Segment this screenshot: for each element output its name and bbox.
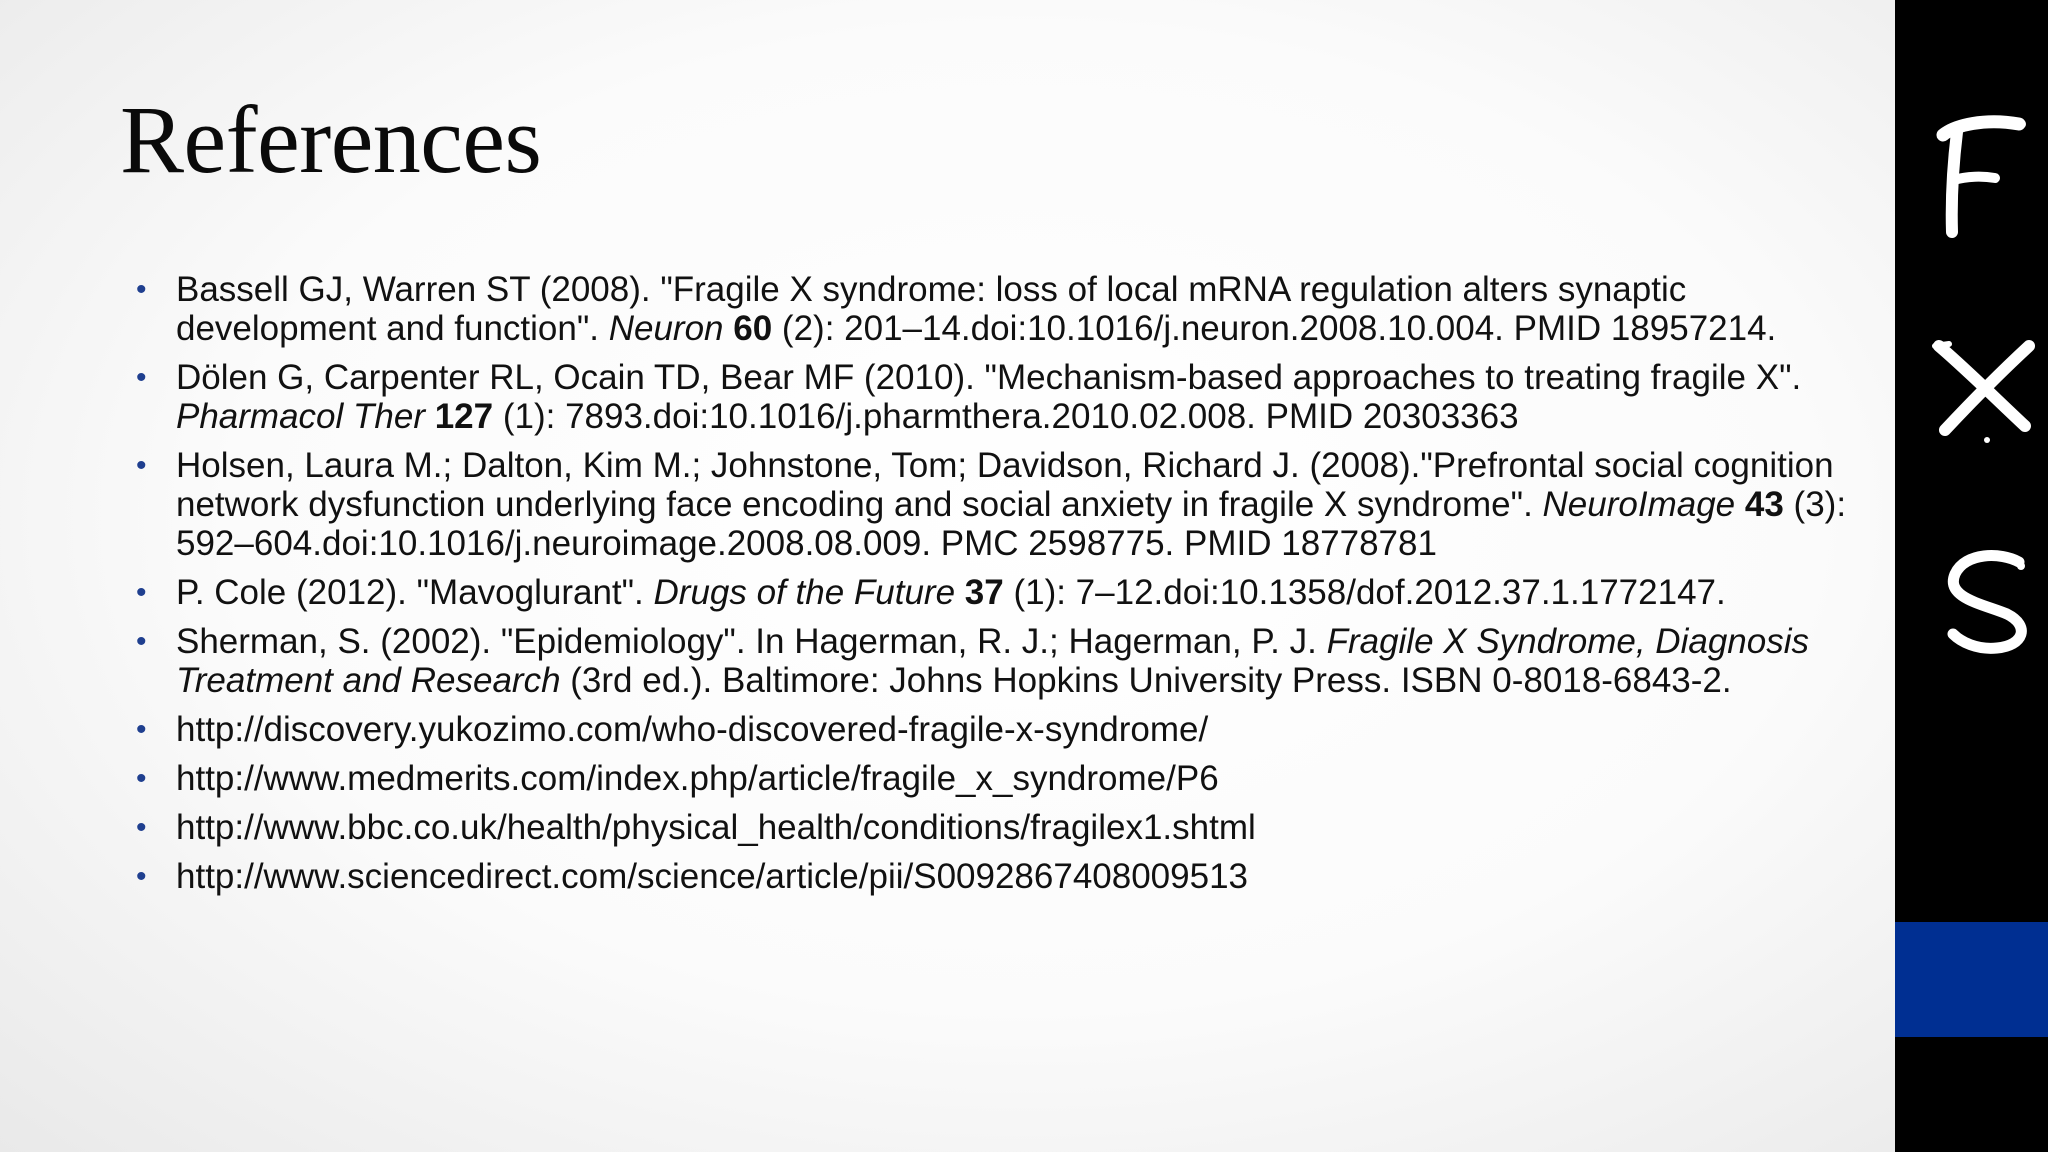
volume-number: 37: [964, 573, 1004, 612]
journal-name: Pharmacol Ther: [176, 397, 425, 436]
journal-name: Drugs of the Future: [653, 573, 956, 612]
reference-text: [955, 573, 965, 612]
reference-item: [136, 622, 1876, 700]
sidebar-panel: [1895, 0, 2048, 1152]
reference-url: http://www.sciencedirect.com/science/article/pii/S0092867408009513: [176, 857, 1249, 896]
reference-text: Holsen, Laura M.; Dalton, Kim M.; Johnstone, Tom; Davidson, Richard J. (2008)."Prefrontal social cognition network dysfunction underlying face encoding and social anxiety in fragile X syndrome".: [176, 446, 1834, 524]
reference-text: [724, 309, 734, 348]
reference-text: Bassell GJ, Warren ST (2008). "Fragile X syndrome: loss of local mRNA regulation alters synaptic development and function".: [176, 270, 1687, 348]
reference-text: (3rd ed.). Baltimore: Johns Hopkins University Press. ISBN 0-8018-6843-2.: [560, 661, 1732, 700]
bullet-icon: •: [136, 713, 147, 746]
letter-x-icon: [1935, 344, 2029, 443]
reference-text: Sherman, S. (2002). "Epidemiology". In Hagerman, R. J.; Hagerman, P. J.: [176, 622, 1327, 661]
reference-text: (3): 592–604.doi:10.1016/j.neuroimage.2008.08.009. PMC 2598775. PMID 18778781: [176, 485, 1847, 563]
blue-accent-band: [1895, 922, 2048, 1037]
bullet-icon: •: [136, 576, 147, 609]
reference-item: [136, 710, 1876, 749]
bullet-icon: •: [136, 762, 147, 795]
references-list: [136, 270, 1876, 906]
reference-item: [136, 759, 1876, 798]
bullet-icon: •: [136, 449, 147, 482]
reference-text: [1735, 485, 1745, 524]
bullet-icon: •: [136, 625, 147, 658]
reference-text: [425, 397, 435, 436]
reference-text: (1): 7893.doi:10.1016/j.pharmthera.2010.02.008. PMID 20303363: [493, 397, 1519, 436]
reference-item: [136, 573, 1876, 612]
reference-item: [136, 857, 1876, 896]
reference-text: Dölen G, Carpenter RL, Ocain TD, Bear MF (2010). "Mechanism-based approaches to treating fragile X".: [176, 358, 1802, 397]
journal-name: NeuroImage: [1542, 485, 1736, 524]
reference-item: [136, 446, 1876, 563]
reference-url: http://discovery.yukozimo.com/who-discovered-fragile-x-syndrome/: [176, 710, 1209, 749]
reference-url: http://www.bbc.co.uk/health/physical_health/conditions/fragilex1.shtml: [176, 808, 1256, 847]
bullet-icon: •: [136, 811, 147, 844]
volume-number: 43: [1744, 485, 1784, 524]
bullet-icon: •: [136, 860, 147, 893]
book-title: Fragile X Syndrome, Diagnosis Treatment and Research: [176, 622, 1809, 700]
volume-number: 127: [434, 397, 494, 436]
reference-text: P. Cole (2012). "Mavoglurant".: [176, 573, 654, 612]
reference-item: [136, 358, 1876, 436]
volume-number: 60: [733, 309, 773, 348]
bullet-icon: •: [136, 273, 147, 306]
reference-url: http://www.medmerits.com/index.php/article/fragile_x_syndrome/P6: [176, 759, 1219, 798]
bullet-icon: •: [136, 361, 147, 394]
reference-text: (2): 201–14.doi:10.1016/j.neuron.2008.10.004. PMID 18957214.: [772, 309, 1777, 348]
letter-f-icon: [1943, 119, 2026, 232]
slide-title: References: [120, 86, 542, 193]
reference-text: (1): 7–12.doi:10.1358/dof.2012.37.1.1772147.: [1003, 573, 1726, 612]
journal-name: Neuron: [608, 309, 724, 348]
reference-item: [136, 808, 1876, 847]
reference-item: [136, 270, 1876, 348]
letter-s-icon: [1953, 556, 2025, 649]
